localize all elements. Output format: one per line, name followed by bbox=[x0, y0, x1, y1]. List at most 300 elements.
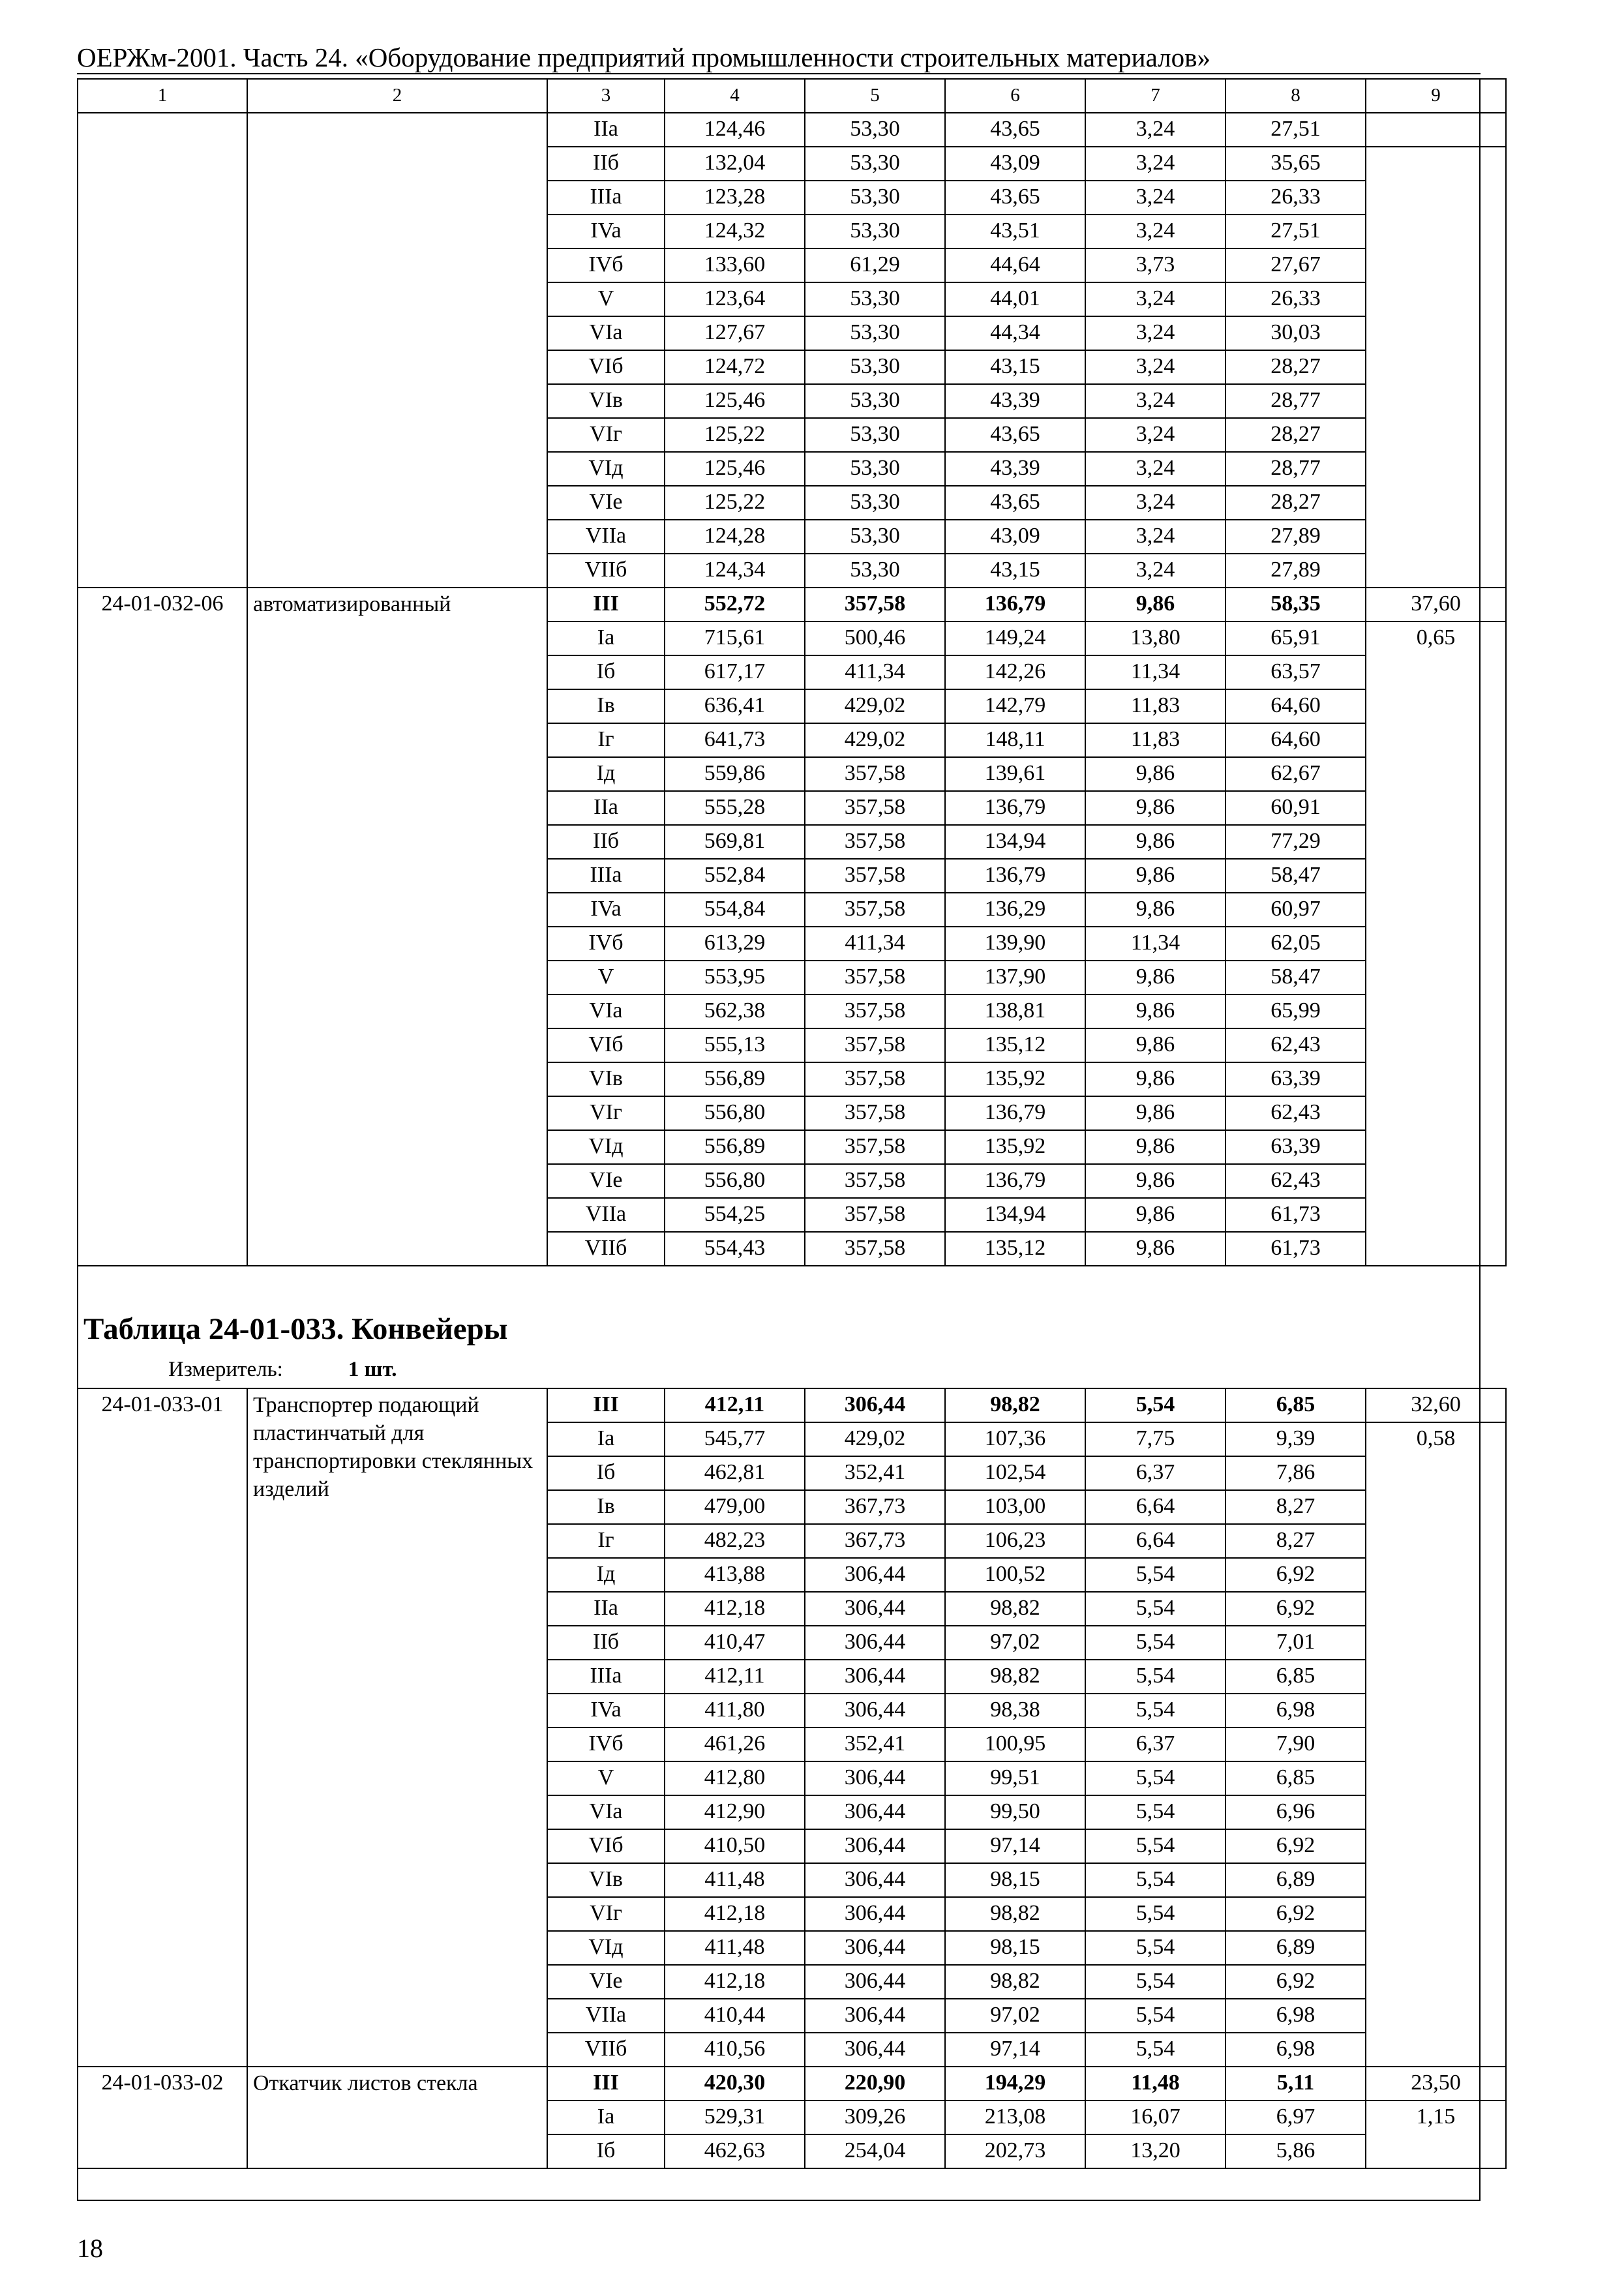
zone-cell: Iд bbox=[547, 757, 665, 791]
value-cell: 352,41 bbox=[805, 1456, 945, 1490]
value-cell: 357,58 bbox=[805, 893, 945, 927]
value-cell: 137,90 bbox=[945, 961, 1085, 995]
zone-cell: IVa bbox=[547, 215, 665, 248]
value-cell: 27,51 bbox=[1226, 215, 1366, 248]
value-cell: 3,24 bbox=[1085, 316, 1226, 350]
value-cell: 562,38 bbox=[665, 995, 805, 1028]
value-cell: 462,63 bbox=[665, 2134, 805, 2168]
column-number: 6 bbox=[945, 79, 1085, 113]
item-name: Откатчик листов стекла bbox=[247, 2067, 547, 2168]
value-cell: 43,65 bbox=[945, 113, 1085, 147]
value-cell: 6,92 bbox=[1226, 1897, 1366, 1931]
value-cell: 3,24 bbox=[1085, 520, 1226, 554]
value-cell: 9,86 bbox=[1085, 791, 1226, 825]
zone-cell: V bbox=[547, 1761, 665, 1795]
value-cell: 133,60 bbox=[665, 248, 805, 282]
value-cell: 412,80 bbox=[665, 1761, 805, 1795]
zone-cell: VIIa bbox=[547, 520, 665, 554]
value-cell: 554,84 bbox=[665, 893, 805, 927]
value-cell: 65,91 bbox=[1226, 621, 1366, 655]
item-name bbox=[247, 113, 547, 588]
value-cell: 6,37 bbox=[1085, 1456, 1226, 1490]
value-cell: 97,02 bbox=[945, 1626, 1085, 1660]
value-cell: 213,08 bbox=[945, 2101, 1085, 2134]
zone-cell: IIб bbox=[547, 825, 665, 859]
value-cell: 142,26 bbox=[945, 655, 1085, 689]
value-cell: 410,44 bbox=[665, 1999, 805, 2033]
rates-table-lower bbox=[77, 1388, 1507, 2169]
value-cell: 135,12 bbox=[945, 1232, 1085, 1266]
value-cell: 62,05 bbox=[1226, 927, 1366, 961]
zone-cell: VIa bbox=[547, 1795, 665, 1829]
value-cell: 43,09 bbox=[945, 147, 1085, 181]
value-cell: 5,54 bbox=[1085, 1829, 1226, 1863]
column-number: 5 bbox=[805, 79, 945, 113]
value-cell: 367,73 bbox=[805, 1524, 945, 1558]
value-cell: 139,90 bbox=[945, 927, 1085, 961]
value-cell: 16,07 bbox=[1085, 2101, 1226, 2134]
value-cell: 135,92 bbox=[945, 1130, 1085, 1164]
measure-label: Измеритель: bbox=[168, 1358, 283, 1381]
value-cell: 202,73 bbox=[945, 2134, 1085, 2168]
value-cell: 357,58 bbox=[805, 995, 945, 1028]
zone-cell: IIб bbox=[547, 1626, 665, 1660]
value-cell: 429,02 bbox=[805, 1422, 945, 1456]
value-cell: 43,65 bbox=[945, 418, 1085, 452]
value-cell: 412,18 bbox=[665, 1592, 805, 1626]
value-cell: 9,86 bbox=[1085, 893, 1226, 927]
value-cell: 43,65 bbox=[945, 181, 1085, 215]
value-cell: 28,27 bbox=[1226, 350, 1366, 384]
value-cell: 5,11 bbox=[1226, 2067, 1366, 2101]
value-cell: 553,95 bbox=[665, 961, 805, 995]
value-cell: 411,48 bbox=[665, 1931, 805, 1965]
zone-cell: VIб bbox=[547, 1028, 665, 1062]
value-cell: 44,01 bbox=[945, 282, 1085, 316]
value-cell: 135,92 bbox=[945, 1062, 1085, 1096]
value-cell: 103,00 bbox=[945, 1490, 1085, 1524]
value-cell: 429,02 bbox=[805, 723, 945, 757]
value-cell: 148,11 bbox=[945, 723, 1085, 757]
zone-cell: Iг bbox=[547, 723, 665, 757]
value-cell: 44,64 bbox=[945, 248, 1085, 282]
value-cell: 53,30 bbox=[805, 215, 945, 248]
value-cell: 552,72 bbox=[665, 588, 805, 621]
value-cell: 107,36 bbox=[945, 1422, 1085, 1456]
value-cell: 556,89 bbox=[665, 1062, 805, 1096]
value-cell: 27,51 bbox=[1226, 113, 1366, 147]
value-cell: 8,27 bbox=[1226, 1490, 1366, 1524]
value-cell: 61,73 bbox=[1226, 1232, 1366, 1266]
value-cell: 35,65 bbox=[1226, 147, 1366, 181]
value-cell: 641,73 bbox=[665, 723, 805, 757]
value-cell: 134,94 bbox=[945, 825, 1085, 859]
value-cell: 62,43 bbox=[1226, 1096, 1366, 1130]
value-cell: 412,18 bbox=[665, 1965, 805, 1999]
value-cell: 99,51 bbox=[945, 1761, 1085, 1795]
value-cell: 99,50 bbox=[945, 1795, 1085, 1829]
measure-value: 1 шт. bbox=[348, 1358, 397, 1381]
value-cell: 53,30 bbox=[805, 113, 945, 147]
value-cell: 357,58 bbox=[805, 961, 945, 995]
item-code: 24-01-033-01 bbox=[78, 1388, 247, 2067]
value-cell: 124,28 bbox=[665, 520, 805, 554]
value-cell: 6,98 bbox=[1226, 2033, 1366, 2067]
zone-cell: VIб bbox=[547, 1829, 665, 1863]
zone-cell: V bbox=[547, 961, 665, 995]
value-cell: 3,24 bbox=[1085, 215, 1226, 248]
value-cell: 6,98 bbox=[1226, 1999, 1366, 2033]
zone-cell: VIIa bbox=[547, 1999, 665, 2033]
value-cell: 357,58 bbox=[805, 825, 945, 859]
value-cell: 53,30 bbox=[805, 486, 945, 520]
value-cell: 5,54 bbox=[1085, 1965, 1226, 1999]
value-cell: 617,17 bbox=[665, 655, 805, 689]
value-cell: 123,28 bbox=[665, 181, 805, 215]
value-cell: 125,22 bbox=[665, 486, 805, 520]
value-cell: 412,11 bbox=[665, 1660, 805, 1694]
value-cell: 58,47 bbox=[1226, 859, 1366, 893]
value-cell: 5,54 bbox=[1085, 1999, 1226, 2033]
value-cell: 43,39 bbox=[945, 452, 1085, 486]
value-cell: 367,73 bbox=[805, 1490, 945, 1524]
value-cell: 98,82 bbox=[945, 1965, 1085, 1999]
value-cell: 43,15 bbox=[945, 554, 1085, 588]
value-cell: 3,24 bbox=[1085, 418, 1226, 452]
value-cell: 58,47 bbox=[1226, 961, 1366, 995]
zone-cell: Ia bbox=[547, 1422, 665, 1456]
value-cell: 357,58 bbox=[805, 1028, 945, 1062]
value-cell: 98,82 bbox=[945, 1592, 1085, 1626]
value-cell: 43,39 bbox=[945, 384, 1085, 418]
value-cell: 9,86 bbox=[1085, 1164, 1226, 1198]
zone-cell: Iб bbox=[547, 2134, 665, 2168]
value-cell: 309,26 bbox=[805, 2101, 945, 2134]
value-cell: 9,39 bbox=[1226, 1422, 1366, 1456]
value-cell: 6,89 bbox=[1226, 1863, 1366, 1897]
value-cell: 136,79 bbox=[945, 791, 1085, 825]
value-cell: 60,91 bbox=[1226, 791, 1366, 825]
value-cell: 3,24 bbox=[1085, 147, 1226, 181]
value-cell: 43,65 bbox=[945, 486, 1085, 520]
value-cell: 124,32 bbox=[665, 215, 805, 248]
value-cell: 136,79 bbox=[945, 588, 1085, 621]
value-cell: 3,24 bbox=[1085, 554, 1226, 588]
zone-cell: VIг bbox=[547, 1096, 665, 1130]
zone-cell: IIб bbox=[547, 147, 665, 181]
value-cell: 124,46 bbox=[665, 113, 805, 147]
table-row bbox=[78, 1388, 1506, 1422]
value-cell: 306,44 bbox=[805, 1897, 945, 1931]
value-cell: 62,43 bbox=[1226, 1028, 1366, 1062]
value-cell: 6,92 bbox=[1226, 1592, 1366, 1626]
zone-cell: VIб bbox=[547, 350, 665, 384]
col9-cell: 0,58 bbox=[1366, 1422, 1506, 2067]
value-cell: 357,58 bbox=[805, 1062, 945, 1096]
value-cell: 27,67 bbox=[1226, 248, 1366, 282]
value-cell: 123,64 bbox=[665, 282, 805, 316]
value-cell: 482,23 bbox=[665, 1524, 805, 1558]
value-cell: 100,95 bbox=[945, 1728, 1085, 1761]
value-cell: 61,73 bbox=[1226, 1198, 1366, 1232]
value-cell: 545,77 bbox=[665, 1422, 805, 1456]
value-cell: 26,33 bbox=[1226, 181, 1366, 215]
value-cell: 500,46 bbox=[805, 621, 945, 655]
value-cell: 306,44 bbox=[805, 1558, 945, 1592]
value-cell: 5,54 bbox=[1085, 1660, 1226, 1694]
zone-cell: VIa bbox=[547, 995, 665, 1028]
value-cell: 357,58 bbox=[805, 1198, 945, 1232]
col9-cell: 0,65 bbox=[1366, 621, 1506, 1266]
zone-cell: VIг bbox=[547, 418, 665, 452]
value-cell: 529,31 bbox=[665, 2101, 805, 2134]
value-cell: 554,25 bbox=[665, 1198, 805, 1232]
column-number-row bbox=[78, 79, 1506, 113]
value-cell: 357,58 bbox=[805, 791, 945, 825]
value-cell: 138,81 bbox=[945, 995, 1085, 1028]
zone-cell: VIa bbox=[547, 316, 665, 350]
zone-cell: Iв bbox=[547, 1490, 665, 1524]
value-cell: 3,24 bbox=[1085, 486, 1226, 520]
value-cell: 28,77 bbox=[1226, 384, 1366, 418]
value-cell: 306,44 bbox=[805, 1999, 945, 2033]
value-cell: 136,29 bbox=[945, 893, 1085, 927]
value-cell: 53,30 bbox=[805, 418, 945, 452]
value-cell: 5,54 bbox=[1085, 1931, 1226, 1965]
value-cell: 53,30 bbox=[805, 282, 945, 316]
value-cell: 9,86 bbox=[1085, 1096, 1226, 1130]
value-cell: 125,46 bbox=[665, 452, 805, 486]
value-cell: 479,00 bbox=[665, 1490, 805, 1524]
col9-cell: 1,15 bbox=[1366, 2101, 1506, 2168]
value-cell: 556,80 bbox=[665, 1096, 805, 1130]
value-cell: 64,60 bbox=[1226, 723, 1366, 757]
value-cell: 5,54 bbox=[1085, 1863, 1226, 1897]
value-cell: 429,02 bbox=[805, 689, 945, 723]
value-cell: 13,80 bbox=[1085, 621, 1226, 655]
value-cell: 306,44 bbox=[805, 1660, 945, 1694]
value-cell: 5,54 bbox=[1085, 1388, 1226, 1422]
value-cell: 77,29 bbox=[1226, 825, 1366, 859]
value-cell: 461,26 bbox=[665, 1728, 805, 1761]
value-cell: 220,90 bbox=[805, 2067, 945, 2101]
value-cell: 134,94 bbox=[945, 1198, 1085, 1232]
value-cell: 5,54 bbox=[1085, 1761, 1226, 1795]
value-cell: 194,29 bbox=[945, 2067, 1085, 2101]
value-cell: 28,77 bbox=[1226, 452, 1366, 486]
value-cell: 62,67 bbox=[1226, 757, 1366, 791]
value-cell: 306,44 bbox=[805, 1863, 945, 1897]
value-cell: 65,99 bbox=[1226, 995, 1366, 1028]
value-cell: 357,58 bbox=[805, 1232, 945, 1266]
value-cell: 124,72 bbox=[665, 350, 805, 384]
value-cell: 555,28 bbox=[665, 791, 805, 825]
item-code: 24-01-032-06 bbox=[78, 588, 247, 1266]
zone-cell: Iб bbox=[547, 1456, 665, 1490]
col9-cell bbox=[1366, 147, 1506, 588]
value-cell: 127,67 bbox=[665, 316, 805, 350]
zone-cell: IIa bbox=[547, 791, 665, 825]
zone-cell: IVa bbox=[547, 1694, 665, 1728]
value-cell: 412,18 bbox=[665, 1897, 805, 1931]
col9-cell: 37,60 bbox=[1366, 588, 1506, 621]
value-cell: 411,34 bbox=[805, 927, 945, 961]
value-cell: 28,27 bbox=[1226, 418, 1366, 452]
value-cell: 125,22 bbox=[665, 418, 805, 452]
value-cell: 28,27 bbox=[1226, 486, 1366, 520]
page-number: 18 bbox=[77, 2234, 103, 2263]
zone-cell: III bbox=[547, 2067, 665, 2101]
value-cell: 3,24 bbox=[1085, 282, 1226, 316]
value-cell: 97,14 bbox=[945, 1829, 1085, 1863]
value-cell: 413,88 bbox=[665, 1558, 805, 1592]
column-number: 3 bbox=[547, 79, 665, 113]
value-cell: 306,44 bbox=[805, 1388, 945, 1422]
value-cell: 9,86 bbox=[1085, 588, 1226, 621]
value-cell: 9,86 bbox=[1085, 757, 1226, 791]
item-code: 24-01-033-02 bbox=[78, 2067, 247, 2168]
value-cell: 3,24 bbox=[1085, 113, 1226, 147]
zone-cell: VIIб bbox=[547, 2033, 665, 2067]
value-cell: 139,61 bbox=[945, 757, 1085, 791]
zone-cell: Iг bbox=[547, 1524, 665, 1558]
value-cell: 6,64 bbox=[1085, 1490, 1226, 1524]
value-cell: 552,84 bbox=[665, 859, 805, 893]
value-cell: 11,48 bbox=[1085, 2067, 1226, 2101]
value-cell: 306,44 bbox=[805, 1931, 945, 1965]
value-cell: 136,79 bbox=[945, 859, 1085, 893]
item-name: автоматизированный bbox=[247, 588, 547, 1266]
value-cell: 306,44 bbox=[805, 1694, 945, 1728]
value-cell: 6,92 bbox=[1226, 1965, 1366, 1999]
value-cell: 555,13 bbox=[665, 1028, 805, 1062]
value-cell: 411,48 bbox=[665, 1863, 805, 1897]
value-cell: 6,92 bbox=[1226, 1558, 1366, 1592]
table-row bbox=[78, 113, 1506, 147]
value-cell: 9,86 bbox=[1085, 995, 1226, 1028]
value-cell: 102,54 bbox=[945, 1456, 1085, 1490]
value-cell: 63,57 bbox=[1226, 655, 1366, 689]
value-cell: 62,43 bbox=[1226, 1164, 1366, 1198]
value-cell: 11,34 bbox=[1085, 927, 1226, 961]
value-cell: 462,81 bbox=[665, 1456, 805, 1490]
value-cell: 254,04 bbox=[805, 2134, 945, 2168]
zone-cell: IVб bbox=[547, 248, 665, 282]
value-cell: 5,54 bbox=[1085, 1694, 1226, 1728]
zone-cell: III bbox=[547, 588, 665, 621]
item-code bbox=[78, 113, 247, 588]
value-cell: 357,58 bbox=[805, 757, 945, 791]
value-cell: 11,83 bbox=[1085, 689, 1226, 723]
value-cell: 6,85 bbox=[1226, 1388, 1366, 1422]
value-cell: 13,20 bbox=[1085, 2134, 1226, 2168]
value-cell: 53,30 bbox=[805, 350, 945, 384]
value-cell: 142,79 bbox=[945, 689, 1085, 723]
value-cell: 98,38 bbox=[945, 1694, 1085, 1728]
zone-cell: VIв bbox=[547, 1062, 665, 1096]
rates-table-upper bbox=[77, 78, 1507, 1266]
item-name: Транспортер подающий пластинчатый для транспортировки стеклянных изделий bbox=[247, 1388, 547, 2067]
value-cell: 6,37 bbox=[1085, 1728, 1226, 1761]
value-cell: 5,54 bbox=[1085, 1558, 1226, 1592]
value-cell: 97,02 bbox=[945, 1999, 1085, 2033]
value-cell: 9,86 bbox=[1085, 961, 1226, 995]
value-cell: 306,44 bbox=[805, 1829, 945, 1863]
value-cell: 306,44 bbox=[805, 1795, 945, 1829]
value-cell: 357,58 bbox=[805, 1130, 945, 1164]
col9-cell: 32,60 bbox=[1366, 1388, 1506, 1422]
col9-cell bbox=[1366, 113, 1506, 147]
value-cell: 53,30 bbox=[805, 384, 945, 418]
zone-cell: VIд bbox=[547, 452, 665, 486]
value-cell: 30,03 bbox=[1226, 316, 1366, 350]
value-cell: 3,73 bbox=[1085, 248, 1226, 282]
value-cell: 357,58 bbox=[805, 1096, 945, 1130]
value-cell: 63,39 bbox=[1226, 1130, 1366, 1164]
value-cell: 412,90 bbox=[665, 1795, 805, 1829]
value-cell: 6,97 bbox=[1226, 2101, 1366, 2134]
value-cell: 106,23 bbox=[945, 1524, 1085, 1558]
value-cell: 306,44 bbox=[805, 1592, 945, 1626]
value-cell: 9,86 bbox=[1085, 859, 1226, 893]
value-cell: 9,86 bbox=[1085, 825, 1226, 859]
value-cell: 53,30 bbox=[805, 147, 945, 181]
value-cell: 352,41 bbox=[805, 1728, 945, 1761]
value-cell: 9,86 bbox=[1085, 1198, 1226, 1232]
value-cell: 136,79 bbox=[945, 1164, 1085, 1198]
zone-cell: III bbox=[547, 1388, 665, 1422]
zone-cell: IIIa bbox=[547, 1660, 665, 1694]
table-row bbox=[78, 588, 1506, 621]
value-cell: 306,44 bbox=[805, 1626, 945, 1660]
value-cell: 6,85 bbox=[1226, 1660, 1366, 1694]
value-cell: 53,30 bbox=[805, 554, 945, 588]
value-cell: 5,54 bbox=[1085, 1897, 1226, 1931]
zone-cell: VIг bbox=[547, 1897, 665, 1931]
value-cell: 420,30 bbox=[665, 2067, 805, 2101]
measure-line bbox=[168, 1358, 397, 1382]
value-cell: 98,82 bbox=[945, 1897, 1085, 1931]
value-cell: 6,89 bbox=[1226, 1931, 1366, 1965]
value-cell: 306,44 bbox=[805, 1761, 945, 1795]
value-cell: 410,50 bbox=[665, 1829, 805, 1863]
value-cell: 43,09 bbox=[945, 520, 1085, 554]
value-cell: 58,35 bbox=[1226, 588, 1366, 621]
zone-cell: Iб bbox=[547, 655, 665, 689]
zone-cell: IIIa bbox=[547, 181, 665, 215]
value-cell: 7,01 bbox=[1226, 1626, 1366, 1660]
value-cell: 6,98 bbox=[1226, 1694, 1366, 1728]
value-cell: 43,51 bbox=[945, 215, 1085, 248]
zone-cell: V bbox=[547, 282, 665, 316]
table-title: Таблица 24-01-033. Конвейеры bbox=[83, 1312, 508, 1346]
value-cell: 6,85 bbox=[1226, 1761, 1366, 1795]
value-cell: 5,54 bbox=[1085, 2033, 1226, 2067]
column-number: 1 bbox=[78, 79, 247, 113]
value-cell: 135,12 bbox=[945, 1028, 1085, 1062]
zone-cell: IIIa bbox=[547, 859, 665, 893]
value-cell: 412,11 bbox=[665, 1388, 805, 1422]
zone-cell: Iд bbox=[547, 1558, 665, 1592]
zone-cell: VIв bbox=[547, 1863, 665, 1897]
value-cell: 125,46 bbox=[665, 384, 805, 418]
value-cell: 7,90 bbox=[1226, 1728, 1366, 1761]
value-cell: 53,30 bbox=[805, 316, 945, 350]
value-cell: 9,86 bbox=[1085, 1028, 1226, 1062]
value-cell: 9,86 bbox=[1085, 1232, 1226, 1266]
zone-cell: VIIб bbox=[547, 1232, 665, 1266]
zone-cell: Ia bbox=[547, 621, 665, 655]
